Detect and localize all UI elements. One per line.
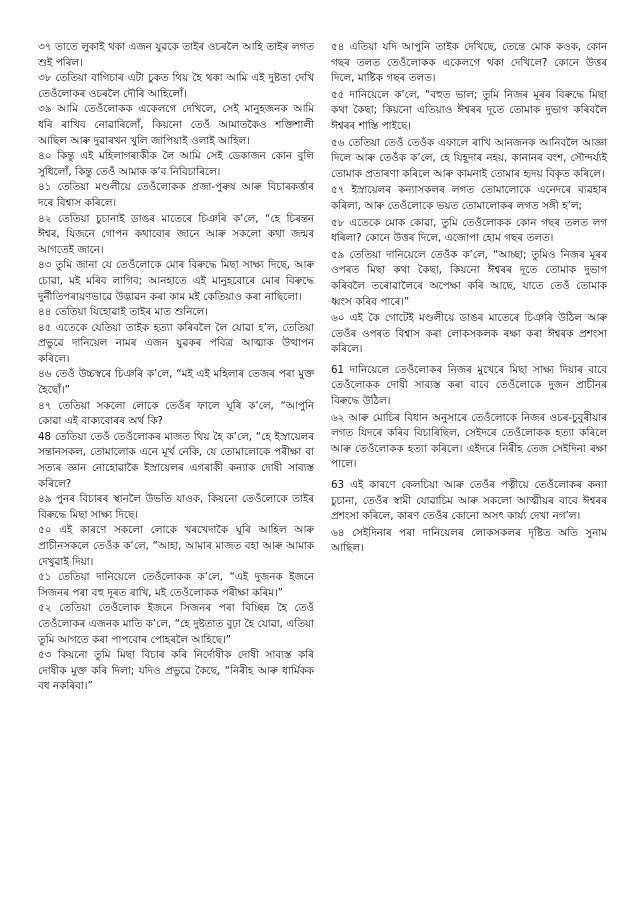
- verse-38: ৩৮ তেতিয়া বাগিচাৰ এটা চুকত থিয় হৈ থকা আমি এই দুষ্টতা দেখি তেওঁলোকৰ ওচৰলৈ দৌৰি আহিলোঁ।: [38, 72, 314, 100]
- verse-44: ৪৪ তেতিয়া যিহোৱাই তাইৰ মাত শুনিলে।: [38, 306, 208, 319]
- verse-57: ৫৭ ইস্ৰায়েলৰ কন্যাসকলৰ লগত তোমালোকে এনেদৰে ব্যৱহাৰ কৰিলা, আৰু তেওঁলোকে ভয়ত তোমালোকৰ লগত সঙ্গী হ’ল;: [331, 184, 607, 212]
- left-column: [38, 40, 314, 695]
- verse-64: ৬৪ সেইদিনাৰ পৰা দানিয়েলৰ লোকসকলৰ দৃষ্টিত অতি সুনাম আছিল।: [331, 526, 607, 555]
- verse-48: 48 তেতিয়া তেওঁ তেওঁলোকৰ মাজত থিয় হৈ ক’লে, “হে ইস্ৰায়েলৰ সন্তানসকল, তোমালোক এনে মূৰ্খ নেকি, যে তোমালোকে পৰীক্ষা বা সত্যৰ জ্ঞান নোহোৱাকৈ ইস্ৰায়েলৰ এগৰাকী কন্যাক দোষী সাব্যস্ত কৰিলে?: [38, 430, 314, 490]
- verse-61: 61 দানিয়েলে তেওঁলোকৰ নিজৰ মুখেৰে মিছা সাক্ষ্য দিয়াৰ বাবে তেওঁলোকক দোষী সাব্যস্ত কৰা বাবে তেওঁলোকে দুজন প্ৰাচীনৰ বিৰুদ্ধে উঠিল।: [331, 363, 607, 408]
- verse-58: ৫৮ এতেকে মোক কোৱা, তুমি তেওঁলোকক কোন গছৰ তলত লগ ধৰিলা? কোনে উত্তৰ দিলে, এজোপা হোম গছৰ তলত।: [331, 216, 607, 245]
- verse-60: ৬০ এই কৈ গোটেই মণ্ডলীয়ে ডাঙৰ মাতেৰে চিঞৰি উঠিল আৰু তেওঁৰ ওপৰত বিশ্বাস কৰা লোকসকলক ৰক্ষা কৰা ঈশ্বৰক প্ৰশংসা কৰিলে।: [331, 312, 607, 356]
- right-column: [331, 40, 607, 557]
- verse-53: ৫৩ কিয়নো তুমি মিছা বিচাৰ কৰি নিৰ্দোষীক দোষী সাব্যস্ত কৰি দোষীক মুক্ত কৰি দিলা; যদিও প্ৰভুৱে কৈছে, “নিৰীহ আৰু ধাৰ্মিকক বধ নকৰিবা।”: [38, 649, 314, 693]
- verse-50: ৫০ এই কাৰণে সকলো লোকে খৰখেদাকৈ ঘূৰি আহিল আৰু প্ৰাচীনসকলে তেওঁক ক’লে, “আহা, আমাৰ মাজত বহা আৰু আমাক দেখুৱাই দিয়া।: [38, 524, 314, 568]
- verse-54: ৫৪ এতিয়া যদি আপুনি তাইক দেখিছে, তেন্তে মোক কওক, কোন গছৰ তলত তেওঁলোকক একেলগে থকা দেখিলে? কোনে উত্তৰ দিলে, মাষ্টিক গছৰ তলত।: [331, 41, 607, 85]
- verse-59: ৫৯ তেতিয়া দানিয়েলে তেওঁক ক’লে, “আচ্ছা; তুমিও নিজৰ মূৰৰ ওপৰত মিছা কথা কৈছা, কিয়নো ঈশ্বৰৰ দূতে তোমাক দুভাগ কৰিবলৈ তৰোৱালৈৰে অপেক্ষা কৰি আছে, যাতে তেওঁ তোমাক ধ্বংস কৰিব পাৰে।”: [331, 248, 607, 308]
- verse-63: 63 এই কাৰণে কেলচিয়া আৰু তেওঁৰ পত্নীয়ে তেওঁলোকৰ কন্যা চুচানা, তেওঁৰ স্বামী যোৱাচিম আৰু সকলো আত্মীয়ৰ বাবে ঈশ্বৰৰ প্ৰশংসা কৰিলে, কাৰণ তেওঁৰ কোনো অসৎ কাৰ্য্য দেখা নগ’ল।: [331, 479, 607, 523]
- verse-56: ৫৬ তেতিয়া তেওঁ তেওঁক এফালে ৰাখি আনজনক আনিবলৈ আজ্ঞা দিলে আৰু তেওঁক ক’লে, হে যিহূদাৰ নহয়, কানানৰ বংশ, সৌন্দৰ্য্যই তোমাক প্ৰতাৰণা কৰিলে আৰু কামনাই তোমাৰ হৃদয় বিকৃত কৰিলে।: [331, 136, 607, 180]
- verse-49: ৪৯ পুনৰ বিচাৰৰ স্থানলৈ উভতি যাওক, কিয়নো তেওঁলোকে তাইৰ বিৰুদ্ধে মিছা সাক্ষ্য দিছে।: [38, 493, 314, 521]
- verse-47: ৪৭ তেতিয়া সকলো লোকে তেওঁৰ ফালে ঘূৰি ক’লে, “আপুনি কোৱা এই বাক্যবোৰৰ অৰ্থ কি?: [38, 399, 314, 428]
- verse-51: ৫১ তেতিয়া দানিয়েলে তেওঁলোকক ক’লে, “এই দুজনক ইজনে সিজনৰ পৰা বহু দূৰত ৰাখি, মই তেওঁলোকক পৰীক্ষা কৰিম।”: [38, 571, 314, 599]
- verse-43: ৪৩ তুমি জানা যে তেওঁলোকে মোৰ বিৰুদ্ধে মিছা সাক্ষ্য দিছে, আৰু চোৱা, মই মৰিব লাগিব; আনহাতে এই মানুহবোৰে মোৰ বিৰুদ্ধে দুৰ্নীতিপৰায়ণভাৱে উদ্ভাৱন কৰা কাম মই কেতিয়াও কৰা নাছিলো।: [38, 259, 314, 303]
- verse-46: ৪৬ তেওঁ উচ্চস্বৰে চিঞৰি ক’লে, “মই এই মহিলাৰ তেজৰ পৰা মুক্ত হৈছোঁ।”: [38, 368, 314, 397]
- verse-40: ৪০ কিন্তু এই মহিলাগৰাকীক লৈ আমি সেই ডেকাজন কোন বুলি সুধিলোঁ, কিন্তু তেওঁ আমাক ক’ব নিবিচাৰিলে।: [38, 150, 314, 178]
- verse-42: ৪২ তেতিয়া চুচানাই ডাঙৰ মাতেৰে চিঞৰি ক’লে, “হে চিৰন্তন ঈশ্বৰ, যিজনে গোপন কথাবোৰ জানে আৰু সকলো কথা জন্মৰ আগতেই জানে।: [38, 212, 314, 256]
- verse-62: ৬২ আৰু মোচিৰ বিধান অনুসাৰে তেওঁলোকে নিজৰ ওচৰ-চুবুৰীয়াৰ লগত যিদৰে কৰিব বিচাৰিছিল, সেইদৰে তেওঁলোকক হত্যা কৰিলে আৰু তেওঁলোকক হত্যা কৰিলে। এইদৰে নিৰীহ তেজ সেইদিনা ৰক্ষা পালে।: [331, 411, 607, 471]
- verse-55: ৫৫ দানিয়েলে ক’লে, “বহুত ভাল; তুমি নিজৰ মূৰৰ বিৰুদ্ধে মিছা কথা কৈছা; কিয়নো এতিয়াও ঈশ্বৰৰ দূতে তোমাক দুভাগ কৰিবলৈ ঈশ্বৰৰ শাস্তি পাইছে।: [331, 88, 607, 132]
- verse-45: ৪৫ এতেকে যেতিয়া তাইক হত্যা কৰিবলৈ লৈ যোৱা হ’ল, তেতিয়া প্ৰভুৱে দানিয়েল নামৰ এজন যুৱকৰ পবিত্ৰ আত্মাক উত্থাপন কৰিলে।: [38, 321, 314, 365]
- verse-37: ৩৭ তাতে লুকাই থকা এজন যুৱকে তাইৰ ওচৰলৈ আহি তাইৰ লগত শুই পৰিল।: [38, 41, 314, 69]
- verse-41: ৪১ তেতিয়া মণ্ডলীয়ে তেওঁলোকক প্ৰজা-পুৰুষ আৰু বিচাৰকৰ্ত্তাৰ দৰে বিশ্বাস কৰিলে।: [38, 181, 314, 209]
- verse-52: ৫২ তেতিয়া তেওঁলোক ইজনে সিজনৰ পৰা বিচ্ছিন্ন হৈ তেওঁ তেওঁলোকৰ এজনক মাতি ক’লে, “হে দুষ্টতাত বুঢ়া হৈ যোৱা, এতিয়া তুমি আগতে কৰা পাপবোৰ পোহৰলৈ আহিছে।”: [38, 602, 314, 646]
- verse-39: ৩৯ আমি তেওঁলোকক একেলগে দেখিলে, সেই মানুহজনক আমি ধৰি ৰাখিব নোৱাৰিলোঁ, কিয়নো তেওঁ আমাতকৈও শক্তিশালী আছিল আৰু দুৱাৰখন খুলি জাপিয়াই ওলাই আহিল।: [38, 103, 314, 147]
